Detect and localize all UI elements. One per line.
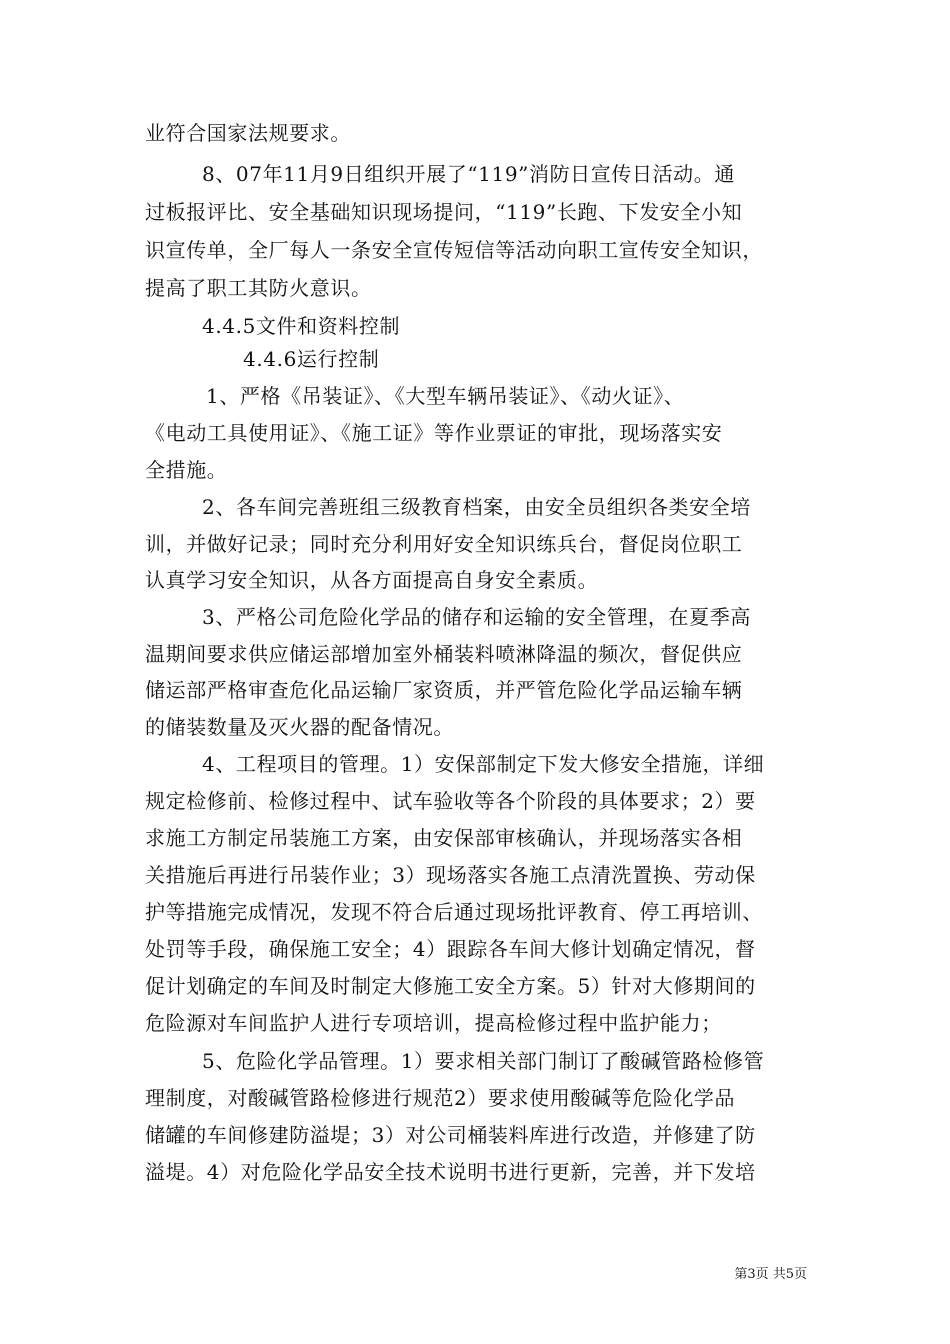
- text-line: 8、07年11月9日组织开展了“119”消防日宣传日活动。通: [202, 162, 735, 186]
- text-line: 储运部严格审查危化品运输厂家资质，并严管危险化学品运输车辆: [145, 678, 743, 702]
- text-line: 业符合国家法规要求。: [145, 121, 351, 145]
- text-line: 溢堤。4）对危险化学品安全技术说明书进行更新，完善，并下发培: [145, 1160, 756, 1184]
- text-line: 2、各车间完善班组三级教育档案，由安全员组织各类安全培: [202, 495, 751, 519]
- text-line: 过板报评比、安全基础知识现场提问，“119”长跑、下发安全小知: [145, 200, 743, 224]
- text-line: 提高了职工其防火意识。: [145, 276, 372, 300]
- text-line: 4、工程项目的管理。1）安保部制定下发大修安全措施，详细: [202, 752, 765, 776]
- text-line: 1、严格《吊装证》、《大型车辆吊装证》、《动火证》、: [206, 384, 685, 408]
- text-line: 处罚等手段，确保施工安全；4）跟踪各车间大修计划确定情况，督: [145, 937, 756, 961]
- text-line: 护等措施完成情况，发现不符合后通过现场批评教育、停工再培训、: [145, 900, 763, 924]
- text-line: 关措施后再进行吊装作业；3）现场落实各施工点清洗置换、劳动保: [145, 863, 756, 887]
- text-line: 认真学习安全知识，从各方面提高自身安全素质。: [145, 568, 599, 592]
- text-line: 训，并做好记录；同时充分利用好安全知识练兵台，督促岗位职工: [145, 532, 743, 556]
- text-line: 识宣传单，全厂每人一条安全宣传短信等活动向职工宣传安全知识，: [145, 238, 763, 262]
- text-line: 温期间要求供应储运部增加室外桶装料喷淋降温的频次，督促供应: [145, 642, 743, 666]
- text-line: 3、严格公司危险化学品的储存和运输的安全管理，在夏季高: [202, 605, 751, 629]
- text-line: 储罐的车间修建防溢堤；3）对公司桶装料库进行改造，并修建了防: [145, 1123, 756, 1147]
- text-line: 5、危险化学品管理。1）要求相关部门制订了酸碱管路检修管: [202, 1049, 765, 1073]
- text-line: 《电动工具使用证》、《施工证》等作业票证的审批，现场落实安: [145, 421, 723, 445]
- text-line: 危险源对车间监护人进行专项培训，提高检修过程中监护能力；: [145, 1011, 722, 1035]
- text-line: 促计划确定的车间及时制定大修施工安全方案。5）针对大修期间的: [145, 974, 756, 998]
- text-line: 求施工方制定吊装施工方案，由安保部审核确认，并现场落实各相: [145, 826, 743, 850]
- text-line: 全措施。: [145, 458, 228, 482]
- section-heading: 4.4.5文件和资料控制: [202, 314, 401, 338]
- text-line: 规定检修前、检修过程中、试车验收等各个阶段的具体要求；2）要: [145, 789, 756, 813]
- text-line: 理制度，对酸碱管路检修进行规范2）要求使用酸碱等危险化学品: [145, 1086, 736, 1110]
- page-number: 第3页 共5页: [734, 1267, 807, 1282]
- section-heading: 4.4.6运行控制: [243, 347, 380, 371]
- text-line: 的储装数量及灭火器的配备情况。: [145, 715, 454, 739]
